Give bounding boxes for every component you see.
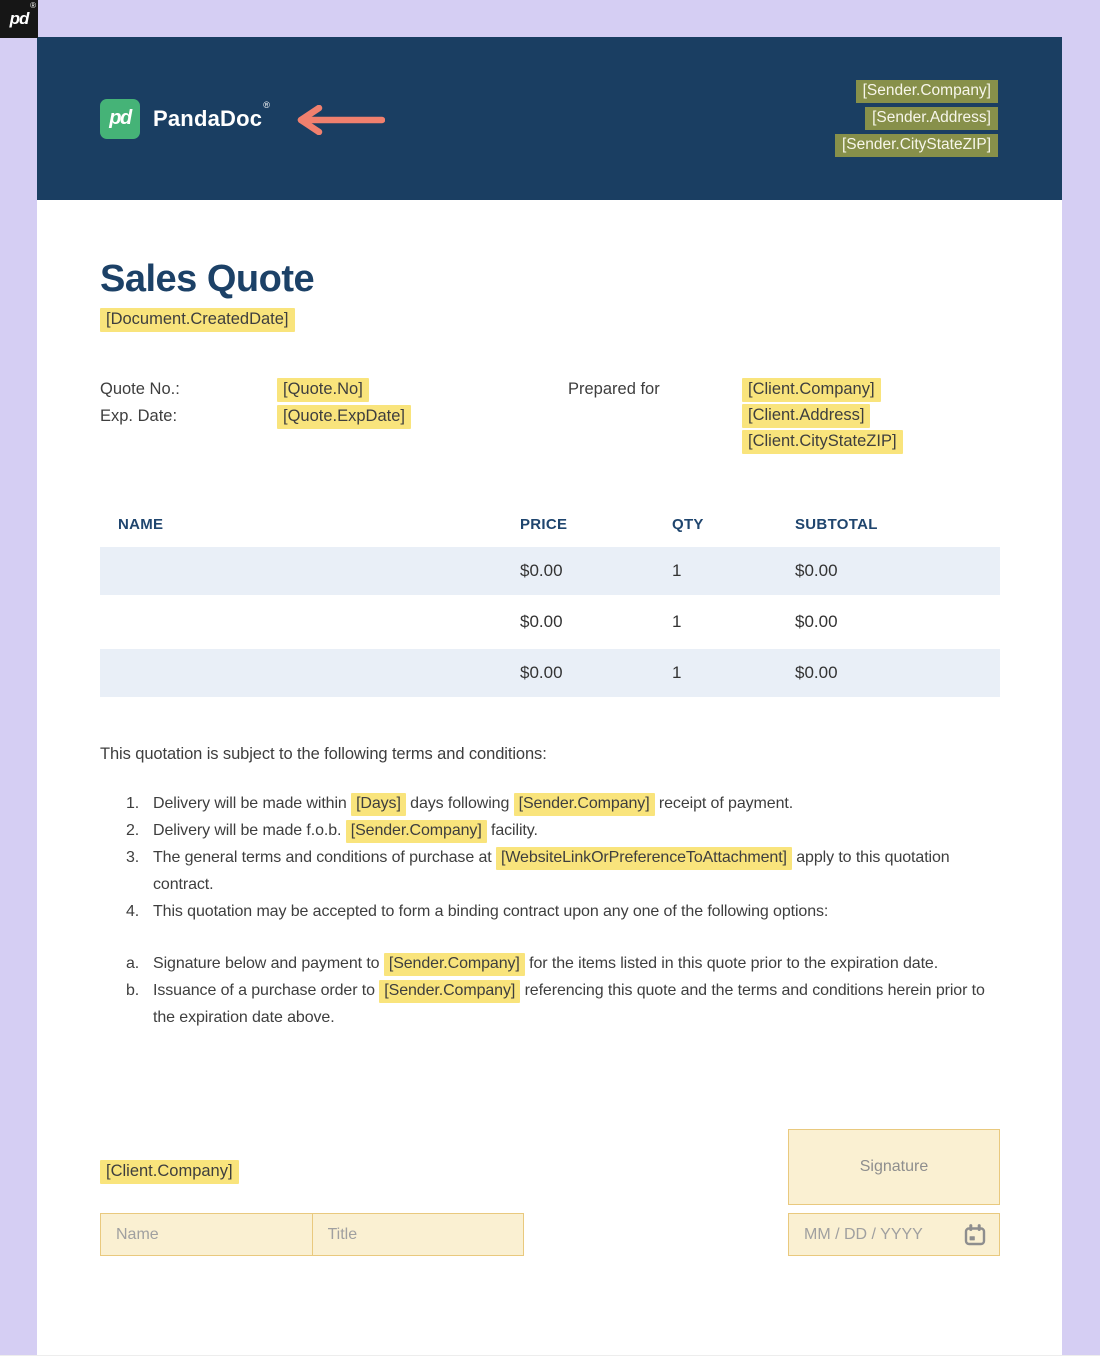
item-qty: 1	[672, 663, 682, 682]
sender-company-token[interactable]: [Sender.Company]	[384, 953, 525, 976]
term-marker: a.	[126, 955, 140, 972]
term-marker: 1.	[126, 795, 140, 812]
page-title: Sales Quote	[100, 258, 315, 300]
document-sheet	[37, 37, 1062, 1355]
signature-section	[100, 1129, 1000, 1257]
items-table	[100, 511, 1000, 697]
days-token[interactable]: [Days]	[351, 793, 406, 816]
item-price: $0.00	[520, 561, 563, 580]
client-info	[742, 378, 903, 456]
website-link-token[interactable]: [WebsiteLinkOrPreferenceToAttachment]	[496, 847, 792, 870]
item-subtotal: $0.00	[795, 561, 838, 580]
pd-logo-icon: pd	[9, 9, 29, 28]
table-row[interactable]	[100, 547, 1000, 595]
preview-bottom-divider	[0, 1355, 1100, 1365]
sender-company-token[interactable]: [Sender.Company]	[379, 980, 520, 1003]
item-qty: 1	[672, 561, 682, 580]
name-field[interactable]	[101, 1214, 313, 1255]
sender-citystatezip-token[interactable]: [Sender.CityStateZIP]	[835, 134, 998, 157]
client-company-token[interactable]: [Client.Company]	[742, 378, 881, 402]
date-field-container	[788, 1213, 1000, 1256]
client-citystatezip-token[interactable]: [Client.CityStateZIP]	[742, 430, 903, 454]
signature-label: Signature	[859, 1158, 929, 1175]
name-title-fields	[100, 1213, 524, 1256]
item-price: $0.00	[520, 663, 563, 682]
sender-info	[835, 80, 998, 157]
item-qty: 1	[672, 612, 682, 631]
quote-no-label: Quote No.:	[100, 380, 180, 398]
exp-date-label: Exp. Date:	[100, 407, 178, 425]
brand-name	[153, 100, 271, 132]
table-row[interactable]	[100, 598, 1000, 646]
item-subtotal: $0.00	[795, 612, 838, 631]
title-field[interactable]	[313, 1214, 524, 1255]
term-marker: 2.	[126, 822, 140, 839]
item-price: $0.00	[520, 612, 563, 631]
signature-field[interactable]	[788, 1129, 1000, 1205]
quote-no-token[interactable]: [Quote.No]	[277, 378, 369, 402]
calendar-icon[interactable]	[964, 1224, 986, 1246]
client-address-token[interactable]: [Client.Address]	[742, 404, 870, 428]
table-header-row	[100, 511, 1000, 537]
col-header-subtotal: SUBTOTAL	[795, 515, 878, 533]
document-header	[37, 37, 1062, 200]
brand-registered-mark: ®	[263, 100, 271, 111]
col-header-name: NAME	[118, 515, 164, 533]
pandadoc-logo-icon	[100, 99, 140, 139]
terms-numbered-list	[100, 790, 1000, 925]
term-marker: b.	[126, 982, 140, 999]
term-item-2: 2. Delivery will be made f.o.b. [Sender.Company] facility.	[100, 817, 1000, 844]
brand-name-text: PandaDoc	[153, 105, 263, 131]
registered-mark: ®	[30, 1, 36, 10]
terms-and-conditions	[100, 745, 1000, 1031]
client-company-token[interactable]: [Client.Company]	[100, 1160, 239, 1184]
term-marker: 4.	[126, 903, 140, 920]
sender-company-token[interactable]: [Sender.Company]	[346, 820, 487, 843]
quote-numbers	[100, 378, 568, 456]
col-header-qty: QTY	[672, 515, 704, 533]
date-field[interactable]	[789, 1226, 964, 1244]
terms-lettered-list	[100, 950, 1000, 1031]
left-arrow-icon	[293, 105, 385, 135]
pandadoc-brand	[100, 99, 269, 139]
pandadoc-logo-glyph: pd	[109, 107, 131, 129]
pandadoc-corner-badge	[0, 0, 38, 38]
document-created-date-token[interactable]: [Document.CreatedDate]	[100, 308, 295, 332]
quote-meta	[100, 378, 1000, 456]
sender-company-token[interactable]: [Sender.Company]	[856, 80, 998, 103]
col-header-price: PRICE	[520, 515, 568, 533]
term-item-b: b. Issuance of a purchase order to [Sender.Company] referencing this quote and the terms and conditions herein prior to the expiration date above.	[100, 977, 1000, 1031]
sender-address-token[interactable]: [Sender.Address]	[865, 107, 998, 130]
term-item-1: 1. Delivery will be made within [Days] days following [Sender.Company] receipt of payment.	[100, 790, 1000, 817]
sender-company-token[interactable]: [Sender.Company]	[514, 793, 655, 816]
term-marker: 3.	[126, 849, 140, 866]
exp-date-token[interactable]: [Quote.ExpDate]	[277, 405, 411, 429]
term-item-a: a. Signature below and payment to [Sender.Company] for the items listed in this quote prior to the expiration date.	[100, 950, 1000, 977]
document-body	[37, 258, 1062, 1257]
term-item-4: 4. This quotation may be accepted to form a binding contract upon any one of the following options:	[100, 898, 1000, 925]
item-subtotal: $0.00	[795, 663, 838, 682]
table-row[interactable]	[100, 649, 1000, 697]
prepared-for-label: Prepared for	[568, 380, 660, 398]
term-item-3: 3. The general terms and conditions of purchase at [WebsiteLinkOrPreferenceToAttachment] apply to this quotation contract.	[100, 844, 1000, 898]
terms-intro: This quotation is subject to the following terms and conditions:	[100, 745, 547, 763]
